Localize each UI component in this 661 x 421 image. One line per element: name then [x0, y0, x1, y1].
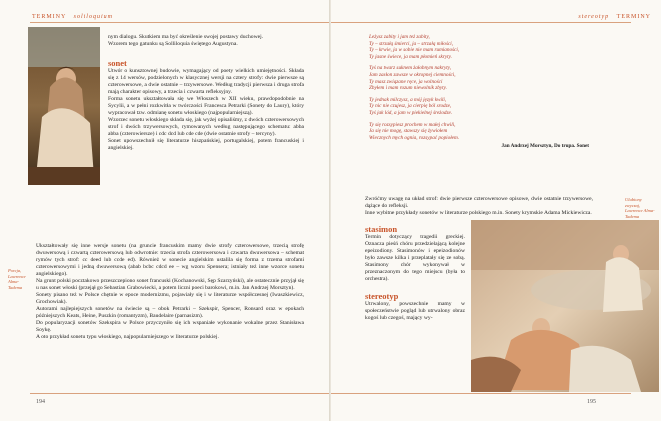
poem-stanza: [369, 34, 589, 60]
entry-title-sonet: sonet: [108, 58, 127, 68]
running-head-left: [32, 14, 113, 20]
poem-line: Zbyłem i mam rozum niewolnik zbyty.: [369, 85, 447, 92]
caption-ulubiony-zwyczaj: Ulubiony zwyczaj, Lawrence Alma-Tadema: [625, 197, 655, 219]
section-label: TERMINY: [616, 14, 651, 20]
body-paragraph: Do popularyzacji sonetów Szekspira w Polsce przyczyniło się ich wspaniałe wykonanie wokalne przez Stanisława Soykę.: [36, 320, 304, 333]
body-paragraph: Wzorzec sonetu włoskiego składa się, jak wyżej opisaliśmy, z dwóch czterowersowych strof i dwóch trzywersowych, rymowanych według następującego schematu: abba abba (czterowiersze) i cdc dcd lub cde cde (dwie ostatnie strofy – tercyny).: [108, 117, 304, 137]
caption-porcja: Porcja, Lawrence Alma-Tadema: [8, 268, 26, 290]
definitions-column: [365, 226, 465, 322]
painting-ulubiony-zwyczaj: [471, 220, 659, 392]
poem-line: Ty masz związane ręce, ja wolności: [369, 78, 443, 85]
poem-line: Ty jednak milczysz, a mój język kwili,: [369, 96, 447, 103]
body-paragraph: Utrwalony, powszechnie mamy w społeczeństwie pogląd lub utrwalony obraz kogoś lub czegoś, mający wy-: [365, 301, 465, 321]
body-paragraph: A oto przykład sonetu typu włoskiego, najpopularniejszego w literaturze polskiej.: [36, 334, 219, 340]
body-paragraph: Sonet upowszechnił się literaturze hiszpańskiej, portugalskiej, potem francuskiej i angielskiej.: [108, 138, 304, 151]
section-label: TERMINY: [32, 14, 67, 20]
body-paragraph: Wzorem tego gatunku są Solliloquia świętego Augustyna.: [108, 41, 238, 47]
stasimon-definition: Termin dotyczący tragedii greckiej. Oznacza pieśń chóru przedzielającą kolejne epeizodiony. Stasimonów i epeizodionów było zawsze kilka i przeplatały się ze sobą. Stasimony chór wykonywał w przeznaczonym do tego miejscu (była to orchestra).: [365, 234, 465, 282]
footer-rule: [331, 393, 631, 394]
poem-line: Ty jasne świece, ja mam płomień skryty.: [369, 53, 452, 60]
header-rule: [30, 22, 330, 23]
term-label: stereotyp: [578, 14, 610, 20]
poem-stanza: [369, 122, 589, 142]
poem-line: Ty nic nie czujesz, ja cierpię ból srodze,: [369, 103, 452, 110]
body-paragraph: Autorami najlepiejszych sonetów na świecie są – obok Petrarki – Szekspir, Spencer, Ronsard oraz w epokach późniejszych Keats, Heine, Puszkin (romantyzm), Baudelaire (parnasizm).: [36, 306, 304, 319]
header-rule: [331, 22, 631, 23]
body-paragraph: Forma sonetu ukształtowała się we Włoszech w XII wieku, prawdopodobnie na Sycylii, a w pełni rozkwitła w twórczości Francesca Petrarki (Sonety do Laury), który wypracował tzw. odmianę sonetu włoskiego (najpopularniejszą).: [108, 96, 304, 116]
poem-stanza: [369, 97, 589, 117]
poem-attribution: Jan Andrzej Morsztyn, Do trupa. Sonet: [501, 143, 589, 150]
poem-line: Tyś na twarz suknem żałobnym nakryty,: [369, 65, 452, 72]
poem-line: Jam zasłon zawsze w okropnej ciemności,: [369, 71, 456, 78]
body-paragraph: nym dialogu. Skutkiem ma być określenie swojej postawy duchowej.: [108, 34, 264, 40]
painting-porcja: [28, 27, 100, 185]
page-number-right: 195: [587, 399, 596, 405]
poem-line: Ja się nie mogę, stawszy się żywiołem: [369, 128, 448, 135]
entry-title-stasimon: stasimon: [365, 224, 398, 234]
entry-title-stereotyp: stereotyp: [365, 291, 399, 301]
footer-rule: [30, 393, 330, 394]
poem-line: Ty – strzałą śmierci, ja – strzałą miłości,: [369, 40, 454, 47]
wide-column: [36, 243, 304, 341]
body-paragraph: Ukształtowały się inne wersje sonetu (na gruncie francuskim mamy dwie strofy czterowersowe, trzecią strofę dwuwersową i czwartą czterowersową lub odwrotnie: trzecia strofa czterowersowa i czwarta dwuwersowa – schemat rymów tych strof: cc deed lub ccde ed). Również w sonecie angielskim ustalila się forma z trzema strofami czterowersowymi i jedną dwuwersową (abab bcbc cdcd ee – wg wzoru Spensera; istniały też inne wzorce sonetu angielskiego).: [36, 243, 304, 277]
body-paragraph: [365, 234, 465, 283]
body-paragraph: Utwór o kunsztownej budowie, wymagający od poety wielkich umiejętności. Składa się z 14 wersów, podzielonych w klasycznej wersji na cztery strofy: dwie pierwsze są czterowersowe, a dwie ostatnie – trzywersowe. Według tradycji pierwsza i druga strofa mają charakter opisowy, a trzecia i czwarta refleksyjny.: [108, 68, 304, 95]
intro-column: [108, 34, 304, 152]
body-paragraph: Inne wybitne przykłady sonetów w literaturze polskiego m.in. Sonety krymskie Adama Mickiewicza.: [365, 210, 592, 216]
right-page: [331, 0, 661, 421]
body-paragraph: Sonety pisano też w Polsce chętnie w epoce modernizmu, pojawiały się i w literaturze współczesnej (Iwaszkiewicz, Grochowiak).: [36, 292, 304, 305]
poem-line: Leżysz zabity i jam też zabity,: [369, 34, 430, 40]
left-page: [0, 0, 330, 421]
poem-line: Tyś jak lód, a jam w piekielnej śreżodze.: [369, 109, 453, 116]
poem-line: Ty się rozsypiesz prochem w małej chwili,: [369, 121, 456, 128]
after-poem-text: [365, 196, 593, 217]
running-head-right: [578, 14, 651, 20]
body-paragraph: Zwróćmy uwagę na układ strof: dwie pierwsze czterowersowe opisowe, dwie ostatnie trzywersowe, dążące do refleksji.: [365, 196, 593, 209]
page-number-left: 194: [36, 399, 45, 405]
poem-stanza: [369, 65, 589, 91]
poem-line: Ty – krwie, ja w sobie nie mam rumianości,: [369, 47, 460, 54]
term-label: soliloquium: [73, 14, 113, 20]
sonnet-poem: [369, 34, 589, 150]
body-paragraph: Na grunt polski pocztakowo przeszczepiono sonet francuski (Kochanowski, Sęp Szarzyński), ale ostatecznie przyjął się u nas sonet włoski (przejął go Sebastian Grabowiecki, a potem liczni poeci barokowi, m.in. Jan Andrzej Morsztyn).: [36, 278, 304, 291]
poem-line: Wiecznych mych ognia, rozsypać popiołem.: [369, 134, 459, 141]
